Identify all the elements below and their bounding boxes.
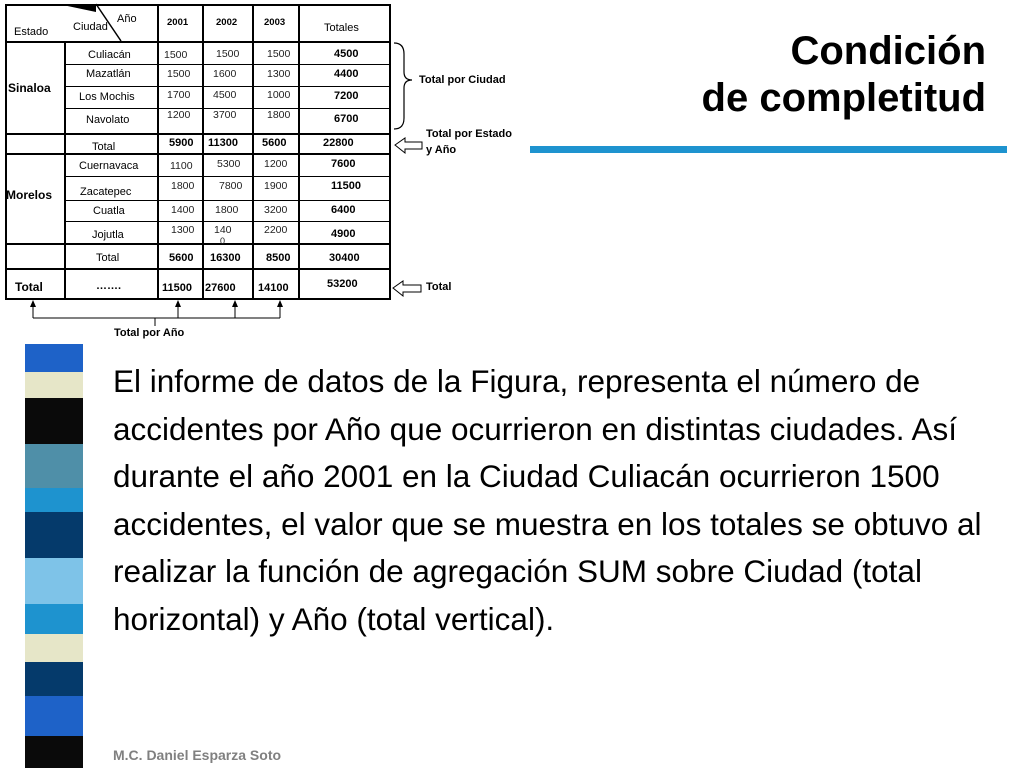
header-2001: 2001 <box>167 17 189 28</box>
state-sinaloa: Sinaloa <box>8 81 51 95</box>
grand-total-2001: 11500 <box>162 282 192 294</box>
state-morelos: Morelos <box>6 188 53 202</box>
header-anio: Año <box>117 13 137 25</box>
cell-value: 7800 <box>219 180 243 192</box>
cell-value: 1600 <box>213 68 237 80</box>
cell-value: 5300 <box>217 158 241 170</box>
annotation-graphics <box>0 0 540 345</box>
cell-value: 1500 <box>167 68 191 80</box>
cell-value: 140 <box>214 224 232 236</box>
cell-value: 1500 <box>216 48 240 60</box>
cell-total: 7600 <box>331 158 356 170</box>
header-2003: 2003 <box>264 17 286 28</box>
cell-value: 1800 <box>215 204 239 216</box>
grand-total-label: Total <box>15 280 43 294</box>
accident-summary-figure <box>0 0 540 345</box>
grand-total-total: 53200 <box>327 278 358 290</box>
cell-total: 11500 <box>331 180 361 192</box>
annotation-total: Total <box>426 281 452 293</box>
author-footer: M.C. Daniel Esparza Soto <box>113 747 282 763</box>
cell-total: 4500 <box>334 48 359 60</box>
arrow-left-icon <box>395 138 422 153</box>
cell-value: 1100 <box>170 160 193 172</box>
cell-total: 4900 <box>331 228 356 240</box>
morelos-total-total: 30400 <box>329 252 360 264</box>
grand-total-2003: 14100 <box>258 282 289 294</box>
arrow-up-icon <box>30 300 36 307</box>
cell-value: 1200 <box>264 158 288 170</box>
title-line-1: Condición <box>790 29 986 73</box>
cell-value: 1400 <box>171 204 195 216</box>
sinaloa-total-2003: 5600 <box>262 137 287 149</box>
header-totales: Totales <box>324 22 359 34</box>
arrow-left-icon <box>393 281 421 296</box>
city-cuernavaca: Cuernavaca <box>79 160 139 172</box>
cell-value: 1500 <box>164 49 188 61</box>
annotation-y-anio: y Año <box>426 144 457 156</box>
decorative-stripe <box>25 344 83 768</box>
morelos-total-2002: 16300 <box>210 252 241 264</box>
morelos-total-2001: 5600 <box>169 252 194 264</box>
cell-total: 7200 <box>334 90 359 102</box>
cell-value: 1200 <box>167 109 191 121</box>
body-paragraph: El informe de datos de la Figura, representa el número de accidentes por Año que ocurrieron en distintas ciudades. Así durante el año 2001 en la Ciudad Culiacán ocurrieron 1500 accidentes, el valor que se muestra en los totales se obtuvo al realizar la función de agregación SUM sobre Ciudad (total horizontal) y Año (total vertical). <box>113 363 982 637</box>
cell-value: 1000 <box>267 89 291 101</box>
cell-value: 4500 <box>213 89 237 101</box>
sinaloa-total-label: Total <box>92 141 116 153</box>
cell-total: 6700 <box>334 113 359 125</box>
title-underline-rule <box>530 146 1007 153</box>
arrow-up-icon <box>232 300 238 307</box>
header-ciudad: Ciudad <box>73 21 108 33</box>
cell-value: 1300 <box>267 68 291 80</box>
city-cuatla: Cuatla <box>93 205 125 217</box>
header-2002: 2002 <box>216 17 238 28</box>
sinaloa-total-2002: 11300 <box>208 137 238 149</box>
city-los-mochis: Los Mochis <box>79 91 135 103</box>
city-jojutla: Jojutla <box>92 229 124 241</box>
cell-value: 1500 <box>267 48 291 60</box>
morelos-total-label: Total <box>96 252 120 264</box>
annotation-total-por-estado: Total por Estado <box>426 128 512 140</box>
cell-value: 1900 <box>264 180 288 192</box>
header-estado: Estado <box>14 26 49 38</box>
cell-value: 1700 <box>167 89 191 101</box>
cell-total: 4400 <box>334 68 359 80</box>
title-line-2: de completitud <box>701 76 986 120</box>
cell-value: 3700 <box>213 109 237 121</box>
city-mazatlan: Mazatlán <box>86 68 131 80</box>
city-zacatepec: Zacatepec <box>80 186 132 198</box>
brace-icon <box>394 43 412 129</box>
cell-value: 1800 <box>267 109 291 121</box>
cell-total: 6400 <box>331 204 356 216</box>
grand-total-dots: ……. <box>96 280 122 292</box>
sinaloa-total-total: 22800 <box>323 137 354 149</box>
cell-value: 1800 <box>171 180 195 192</box>
annotation-total-por-ciudad: Total por Ciudad <box>419 74 506 86</box>
cell-value: 1300 <box>171 224 195 236</box>
cell-value: 3200 <box>264 204 288 216</box>
cell-value-wrap: 0 <box>220 236 226 246</box>
morelos-total-2003: 8500 <box>266 252 291 264</box>
city-navolato: Navolato <box>86 114 130 126</box>
grand-total-2002: 27600 <box>205 282 236 294</box>
arrow-up-icon <box>175 300 181 307</box>
cell-value: 2200 <box>264 224 288 236</box>
city-culiacan: Culiacán <box>88 49 131 61</box>
arrow-up-icon <box>277 300 283 307</box>
sinaloa-total-2001: 5900 <box>169 137 194 149</box>
annotation-total-por-anio: Total por Año <box>114 327 185 339</box>
slide-title <box>702 28 986 122</box>
